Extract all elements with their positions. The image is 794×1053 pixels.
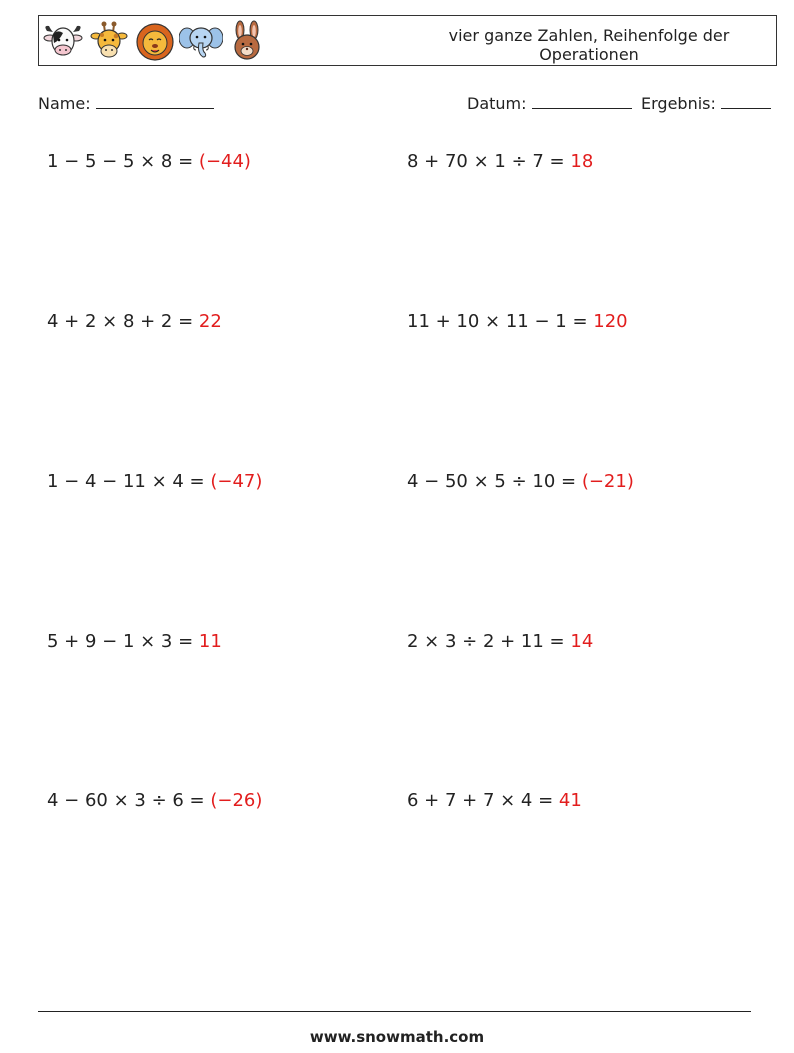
problem-answer: 41 (558, 790, 582, 811)
problem-expression: 8 + 70 × 1 ÷ 7 = (407, 151, 571, 172)
problem-item (47, 790, 262, 812)
date-blank[interactable] (532, 93, 632, 109)
problem-answer: (−44) (198, 151, 251, 172)
problem-answer: 14 (570, 631, 594, 652)
rabbit-icon (225, 19, 269, 63)
result-label: Ergebnis: (641, 94, 716, 113)
problem-item (407, 631, 593, 653)
footer-url[interactable]: www.snowmath.com (309, 1028, 485, 1046)
problem-item (407, 790, 582, 812)
problem-answer: 120 (593, 311, 628, 332)
problem-item (47, 631, 222, 653)
problem-item (47, 311, 222, 333)
problem-item (47, 151, 251, 173)
date-label: Datum: (467, 94, 527, 113)
result-blank[interactable] (721, 93, 771, 109)
lion-icon (133, 19, 177, 63)
name-blank[interactable] (96, 93, 214, 109)
name-label: Name: (38, 94, 91, 113)
problem-expression: 4 + 2 × 8 + 2 = (47, 311, 199, 332)
problem-answer: 18 (570, 151, 594, 172)
problem-answer: (−26) (210, 790, 263, 811)
worksheet-header (38, 15, 777, 66)
problem-item (407, 471, 634, 493)
problem-answer: (−21) (581, 471, 634, 492)
problem-expression: 11 + 10 × 11 − 1 = (407, 311, 594, 332)
problem-answer: 11 (198, 631, 222, 652)
worksheet-title: vier ganze Zahlen, Reihenfolge der Operationen (448, 26, 730, 64)
elephant-icon (179, 19, 223, 63)
problem-expression: 4 − 60 × 3 ÷ 6 = (47, 790, 211, 811)
date-field (467, 93, 632, 114)
problem-answer: (−47) (210, 471, 263, 492)
footer-divider (38, 1011, 751, 1012)
result-field (641, 93, 771, 114)
problem-expression: 6 + 7 + 7 × 4 = (407, 790, 559, 811)
problem-expression: 2 × 3 ÷ 2 + 11 = (407, 631, 571, 652)
problem-expression: 1 − 4 − 11 × 4 = (47, 471, 211, 492)
problem-item (407, 151, 593, 173)
name-field (38, 93, 214, 114)
cow-icon (41, 19, 85, 63)
giraffe-icon (87, 19, 131, 63)
problem-expression: 4 − 50 × 5 ÷ 10 = (407, 471, 582, 492)
problem-item (47, 471, 262, 493)
problem-answer: 22 (198, 311, 222, 332)
problem-expression: 5 + 9 − 1 × 3 = (47, 631, 199, 652)
problem-item (407, 311, 628, 333)
problem-expression: 1 − 5 − 5 × 8 = (47, 151, 199, 172)
